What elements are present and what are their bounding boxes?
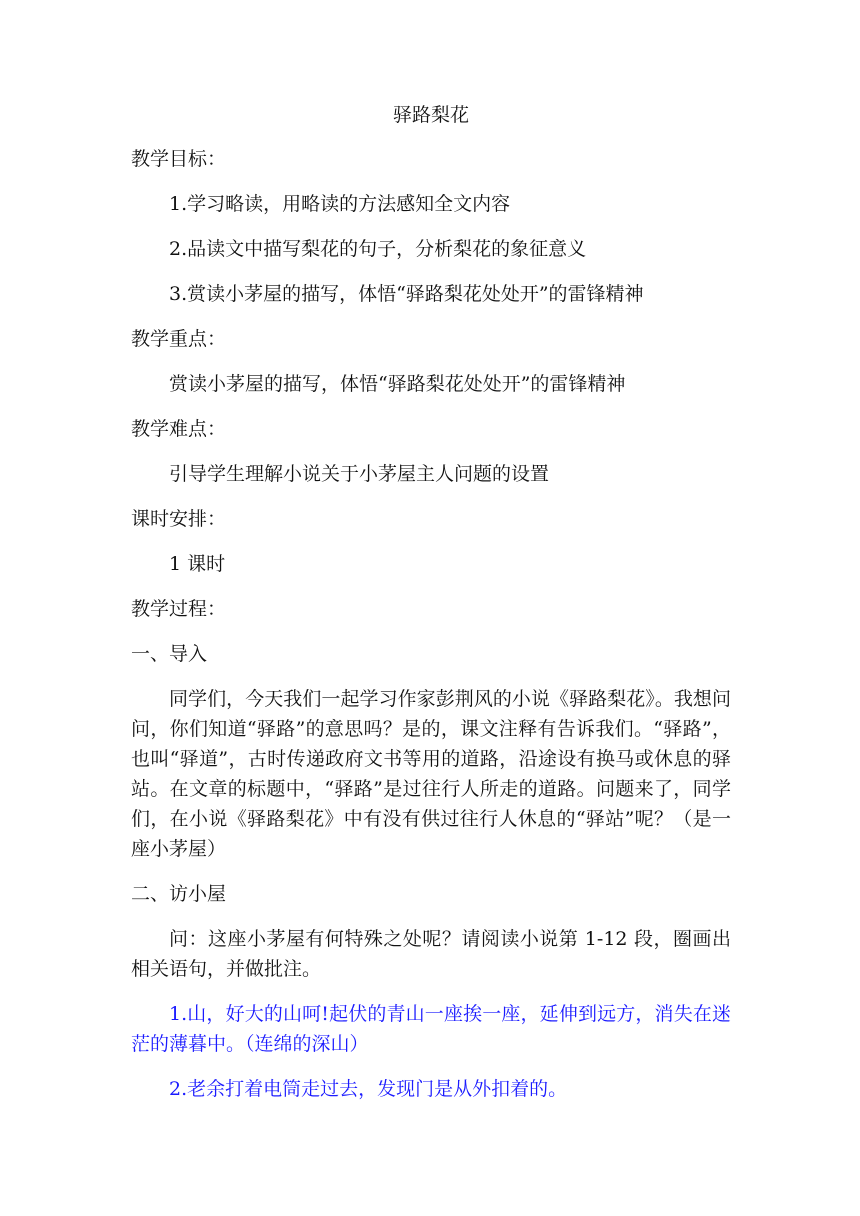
- difficulties-text: 引导学生理解小说关于小茅屋主人问题的设置: [169, 463, 550, 485]
- schedule-heading: 课时安排：: [131, 508, 227, 530]
- answer-item: 1.山，好大的山呵!起伏的青山一座挨一座，延伸到远方，消失在迷茫的薄暮中。（连绵的深山）: [131, 1003, 731, 1055]
- section-heading-intro: 一、导入: [131, 643, 208, 665]
- schedule-text: 1 课时: [169, 553, 226, 575]
- key-points-text: 赏读小茅屋的描写，体悟“驿路梨花处处开”的雷锋精神: [169, 373, 626, 395]
- process-heading: 教学过程：: [131, 598, 227, 620]
- intro-paragraph: 同学们，今天我们一起学习作家彭荆风的小说《驿路梨花》。我想问问，你们知道“驿路”的意思吗？是的，课文注释有告诉我们。“驿路”，也叫“驿道”，古时传递政府文书等用的道路，沿途设有换马或休息的驿站。在文章的标题中，“驿路”是过往行人所走的道路。问题来了，同学们，在小说《驿路梨花》中有没有供过往行人休息的“驿站”呢？（是一座小茅屋）: [131, 688, 731, 860]
- answer-item: 2.老余打着电筒走过去，发现门是从外扣着的。: [169, 1078, 568, 1100]
- visit-question: 问：这座小茅屋有何特殊之处呢？请阅读小说第 1-12 段，圈画出相关语句，并做批注。: [131, 928, 731, 980]
- objective-item: 1.学习略读，用略读的方法感知全文内容: [169, 193, 511, 215]
- objectives-heading: 教学目标：: [131, 148, 227, 170]
- objective-item: 3.赏读小茅屋的描写，体悟“驿路梨花处处开”的雷锋精神: [169, 283, 644, 305]
- difficulties-heading: 教学难点：: [131, 418, 227, 440]
- key-points-heading: 教学重点：: [131, 328, 227, 350]
- section-heading-visit: 二、访小屋: [131, 883, 227, 905]
- document-body: [131, 100, 731, 1119]
- document-title: 驿路梨花: [392, 104, 469, 126]
- objective-item: 2.品读文中描写梨花的句子，分析梨花的象征意义: [169, 238, 587, 260]
